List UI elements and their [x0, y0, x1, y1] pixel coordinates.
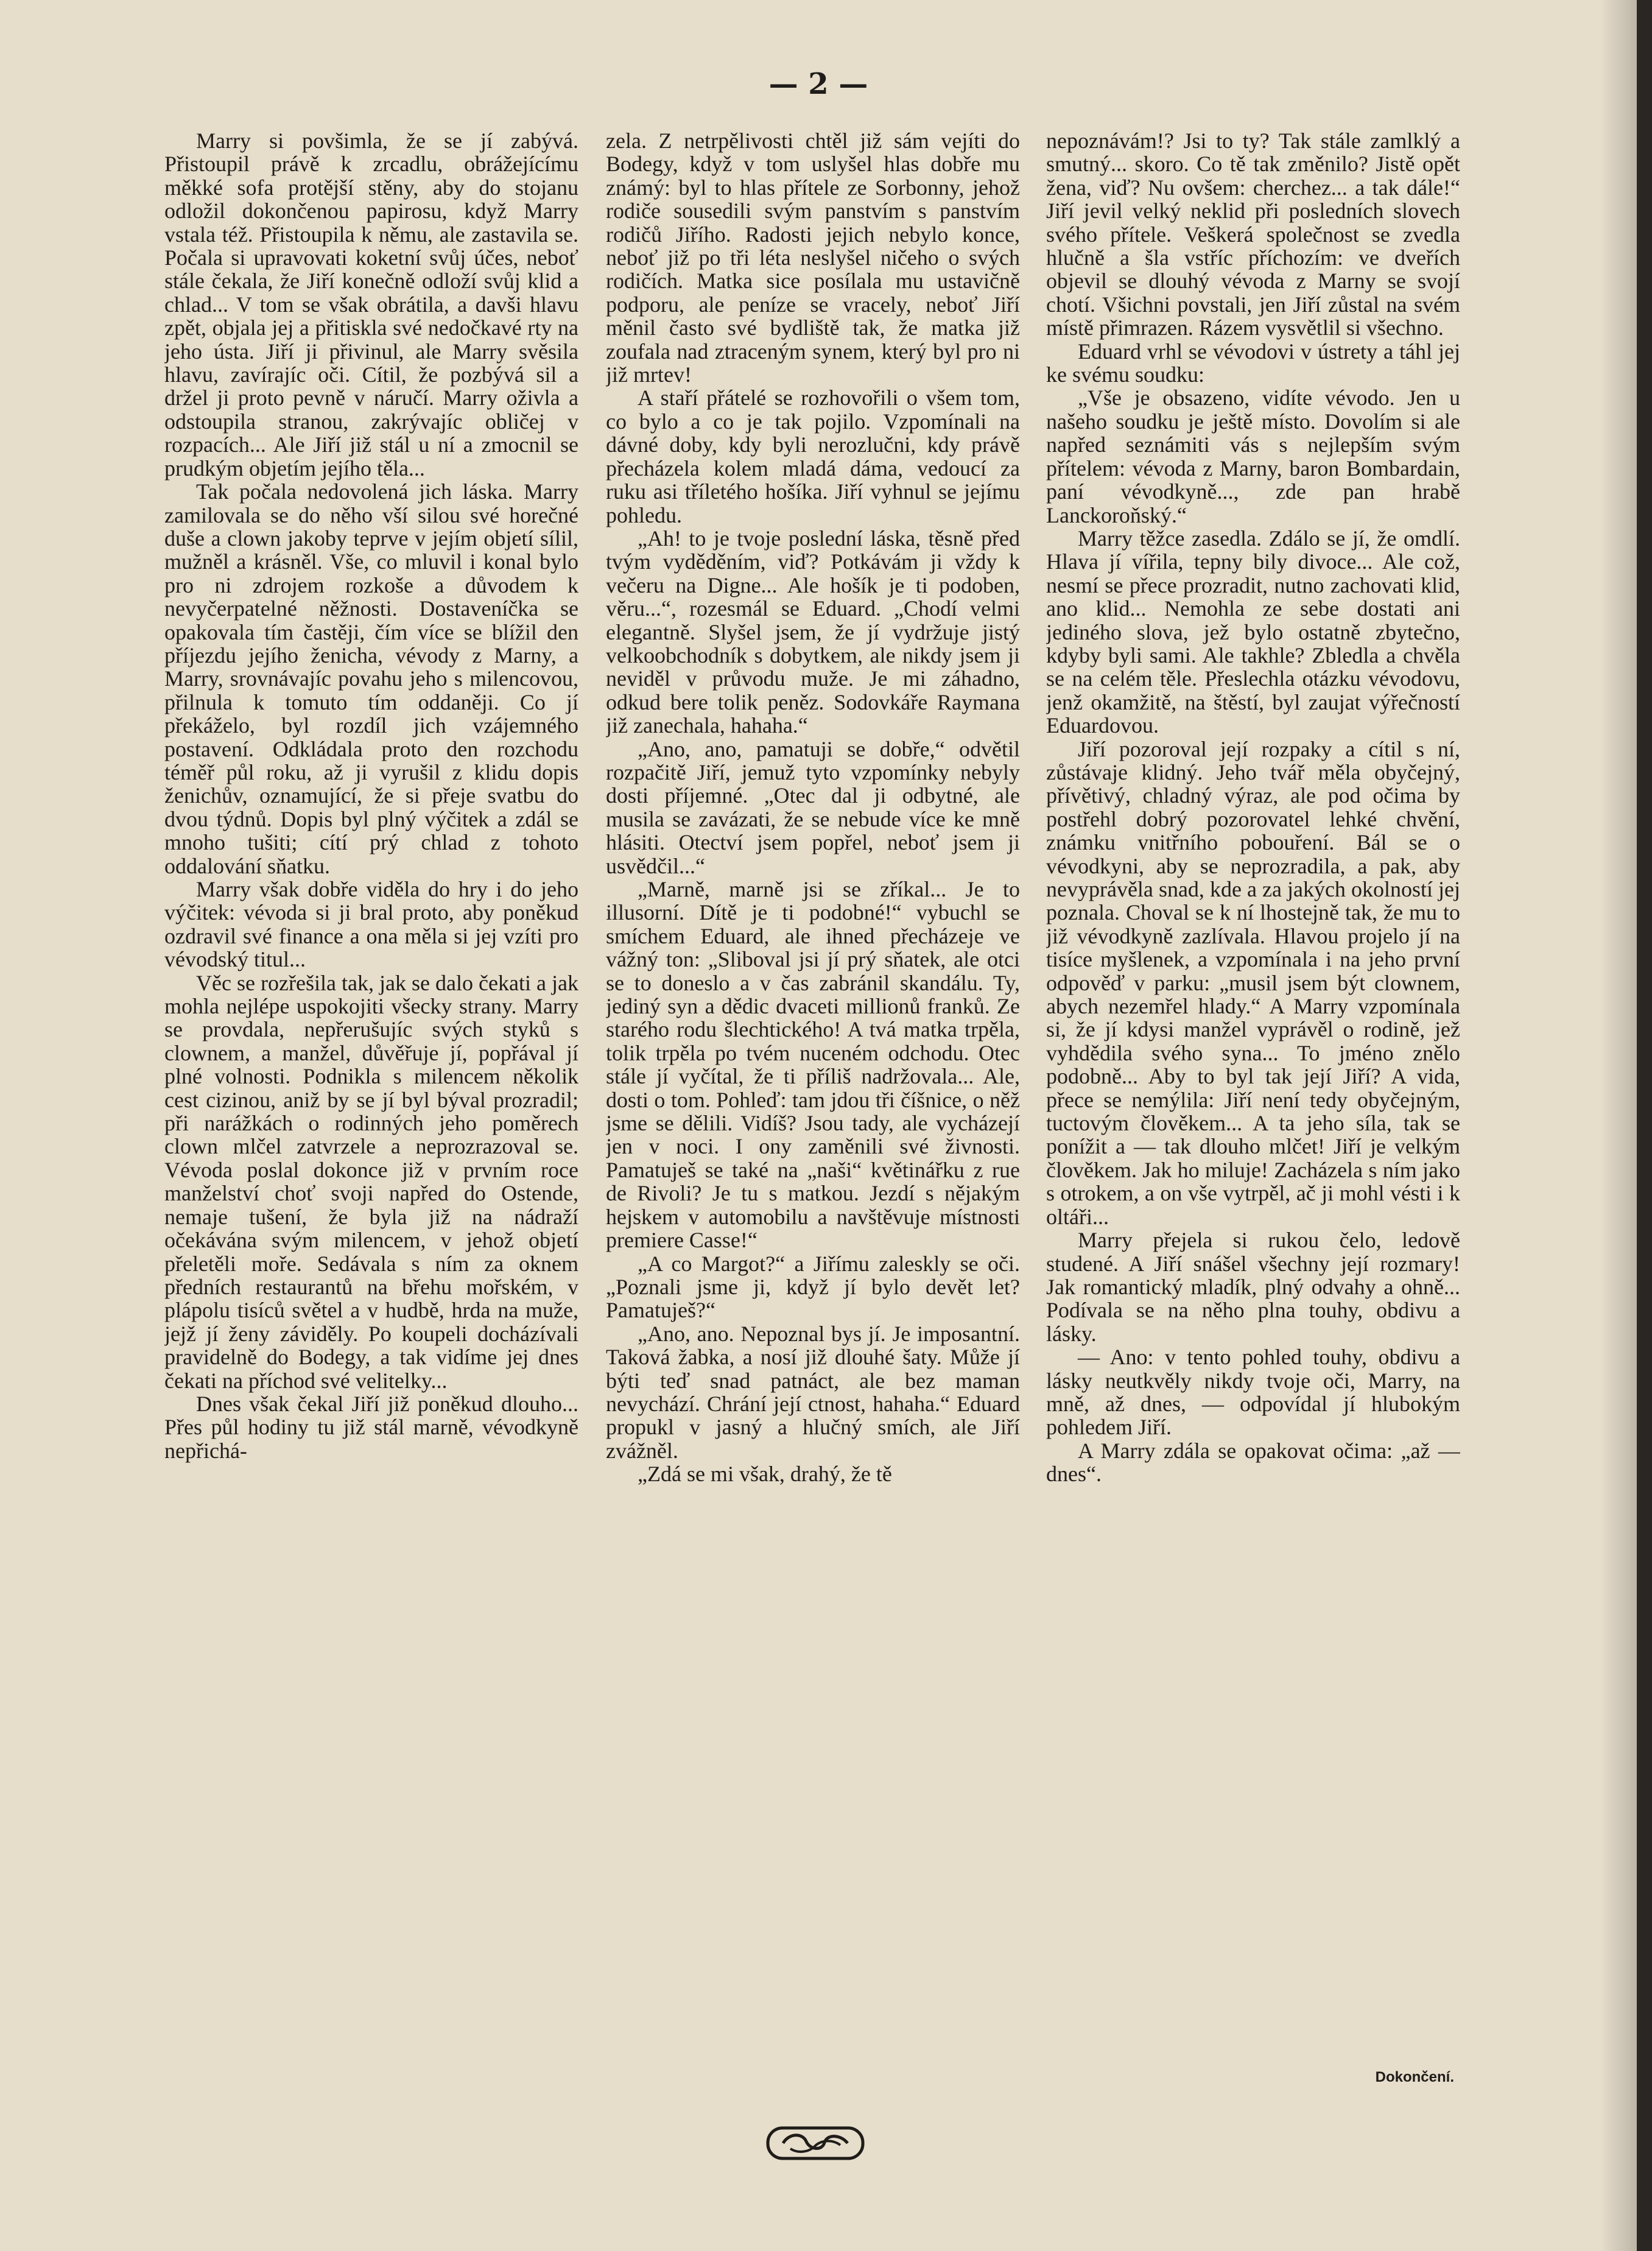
paragraph: „Zdá se mi však, drahý, že tě	[638, 1462, 892, 1487]
paragraph: Marry si povšimla, že se jí zabývá. Přistoupil právě k zrcadlu, obrážejícímu měkké sofa protější stěny, aby do stojanu odložil dokončenou papirosu, když Marry vstala též. Přistoupila k němu, ale zastavila se. Počala si upravovati koketní svůj účes, neboť stále čekala, že Jiří konečně odloží svůj klid a chlad... V tom se však obrátila, a davši hlavu zpět, objala jej a přitiskla své nedočkavé rty na jeho ústa. Jiří ji přivinul, ale Marry svěsila hlavu, zavírajíc oči. Cítil, že pozbývá sil a držel ji proto pevně v náručí. Marry oživla a odstoupila stranou, zakrývajíc obličej v rozpacích... Ale Jiří již stál u ní a zmocnil se prudkým objetím jejího těla...	[164, 129, 578, 481]
decorative-ornament-icon	[766, 2124, 865, 2162]
text-column-3	[1046, 129, 1460, 2066]
paragraph: „A co Margot?“ a Jiřímu zaleskly se oči. „Poznali jsme ji, když jí bylo devět let? Pamatuješ?“	[606, 1251, 1020, 1323]
paragraph: Marry však dobře viděla do hry i do jeho výčitek: vévoda si ji bral proto, aby poněkud ozdravil své finance a ona měla si jej vzíti pro vévodský titul...	[164, 877, 578, 972]
paragraph: Marry přejela si rukou čelo, ledově studené. A Jiří snášel všechny její rozmary! Jak romantický mladík, plný odvahy a ohně... Podívala se na něho plna touhy, obdivu a lásky.	[1046, 1228, 1460, 1346]
paragraph: zela. Z netrpělivosti chtěl již sám vejíti do Bodegy, když v tom uslyšel hlas dobře mu známý: byl to hlas přítele ze Sorbonny, jehož rodiče sousedili svým panstvím s panstvím rodičů Jiřího. Radosti jejich nebylo konce, neboť již po tři léta neslyšel ničeho o svých rodičích. Matka sice posílala mu ustavičně podporu, ale peníze se vracely, neboť Jiří měnil často své bydliště tak, že matka již zoufala nad ztraceným synem, který byl pro ni již mrtev!	[606, 129, 1020, 387]
paragraph: „Ano, ano, pamatuji se dobře,“ odvětil rozpačitě Jiří, jemuž tyto vzpomínky nebyly dosti příjemné. „Otec dal ji odbytné, ale musila se zavázati, že se nebude více ke mně hlásiti. Otectví jsem popřel, neboť jsem ji usvědčil...“	[606, 736, 1020, 878]
page-number: — 2 —	[768, 67, 868, 101]
paragraph: „Ano, ano. Nepoznal bys jí. Je imposantní. Taková žabka, a nosí již dlouhé šaty. Může jí býti teď snad patnáct, ale bez maman nevychází. Chrání její ctnost, hahaha.“ Eduard propukl v jasný a hlučný smích, ale Jiří zvážněl.	[606, 1321, 1020, 1463]
paragraph: Dnes však čekal Jiří již poněkud dlouho... Přes půl hodiny tu již stál marně, vévodkyně nepřichá-	[164, 1391, 578, 1463]
paragraph: A staří přátelé se rozhovořili o všem tom, co bylo a co je tak pojilo. Vzpomínali na dávné doby, kdy byli nerozlučni, kdy právě přecházela kolem mladá dáma, vedoucí za ruku asi tříletého hošíka. Jiří vyhnul se jejímu pohledu.	[606, 386, 1020, 527]
paragraph: Eduard vrhl se vévodovi v ústrety a táhl jej ke svému soudku:	[1046, 339, 1460, 387]
article-ending-note: Dokončení.	[1375, 2069, 1454, 2085]
text-column-2	[606, 129, 1020, 2066]
paragraph: „Marně, marně jsi se zříkal... Je to illusorní. Dítě je ti podobné!“ vybuchl se smíchem Eduard, ale ihned přecházeje ve vážný ton: „Sliboval jsi jí prý sňatek, ale otci se to doneslo a v čas zabránil skandálu. Ty, jediný syn a dědic dvaceti millionů franků. Ze starého rodu šlechtického! A tvá matka trpěla, tolik trpěla po tvém nuceném odchodu. Otec stále jí vyčítal, že ti příliš nadržovala... Ale, dosti o tom. Pohleď: tam jdou tři číšnice, o něž jsme se dělili. Vidíš? Jsou tady, ale vycházejí jen v noci. I ony zaměnili své živnosti. Pamatuješ se také na „naši“ květinářku z rue de Rivoli? Je tu s matkou. Jezdí s nějakým hejskem v automobilu a navštěvuje místnosti premiere Casse!“	[606, 877, 1020, 1253]
paragraph: Marry těžce zasedla. Zdálo se jí, že omdlí. Hlava jí vířila, tepny bily divoce... Ale což, nesmí se přece prozradit, nutno zachovati klid, ano klid... Nemohla ze sebe dostati ani jediného slova, jež bylo ostatně zbytečno, kdyby byli sami. Ale takhle? Zbledla a chvěla se na celém těle. Přeslechla otázku vévodovu, jenž okamžitě, na štěstí, byl zaujat výřečností Eduardovou.	[1046, 526, 1460, 738]
paragraph: „Vše je obsazeno, vidíte vévodo. Jen u našeho soudku je ještě místo. Dovolím si ale napřed seznámiti vás s nejlepším svým přítelem: vévoda z Marny, baron Bombardain, paní vévodkyně..., zde pan hrabě Lanckoroňský.“	[1046, 386, 1460, 527]
paragraph: „Ah! to je tvoje poslední láska, těsně před tvým vyděděním, viď? Potkávám ji vždy k večeru na Digne... Ale hošík je ti podoben, věru...“, rozesmál se Eduard. „Chodí velmi elegantně. Slyšel jsem, že jí vydržuje jistý velkoobchodník s dobytkem, ale nikdy jsem ji neviděl v průvodu muže. Je mi záhadno, odkud bere tolik peněz. Sodovkáře Raymana již zanechala, hahaha.“	[606, 526, 1020, 738]
paragraph: nepoznávám!? Jsi to ty? Tak stále zamlklý a smutný... skoro. Co tě tak změnilo? Jistě opět žena, viď? Nu ovšem: cherchez... a tak dále!“ Jiří jevil velký neklid při posledních slovech svého přítele. Veškerá společnost se zvedla hlučně a šla vstříc příchozím: ve dveřích objevil se dlouhý vévoda z Marny se svojí chotí. Všichni povstali, jen Jiří zůstal na svém místě přimrazen. Rázem vysvětlil si všechno.	[1046, 129, 1460, 340]
paragraph: Jiří pozoroval její rozpaky a cítil s ní, zůstávaje klidný. Jeho tvář měla obyčejný, přívětivý, chladný výraz, ale pod očima by postřehl dobrý pozorovatel lehké chvění, známku vnitřního pobouření. Bál se o vévodkyni, aby se neprozradila, a pak, aby nevyprávěla snad, kde a za jakých okolností jej poznala. Choval se k ní lhostejně tak, že mu to již vévodkyně zazlívala. Hlavou projelo jí na tisíce myšlenek, a vzpomínala i na jeho první odpověď v parku: „musil jsem být clownem, abych nezemřel hlady.“ A Marry vzpomínala si, že jí kdysi manžel vyprávěl o rodině, jež vyhdědila svého syna... To jméno znělo podobně... Aby to byl tak její Jiří? A vida, přece se nemýlila: Jiří není tedy obyčejným, tuctovým člověkem... A ta jeho síla, tak se ponížit a — tak dlouho mlčet! Jiří je velkým člověkem. Jak ho miluje! Zacházela s ním jako s otrokem, a on vše vytrpěl, ač ji mohl vésti i k oltáři...	[1046, 736, 1460, 1229]
paragraph: A Marry zdála se opakovat očima: „až — dnes“.	[1046, 1438, 1460, 1487]
paragraph: Tak počala nedovolená jich láska. Marry zamilovala se do něho vší silou své horečné duše a clown jakoby teprve v jejím objetí sílil, mužněl a krásněl. Vše, co mluvil i konal bylo pro ni zdrojem rozkoše a důvodem k nevyčerpatelné něžnosti. Dostaveníčka se opakovala tím častěji, čím více se blížil den příjezdu jejího ženicha, vévody z Marny, a Marry, srovnávajíc povahu jeho s milencovou, přilnula k tomuto tím oddaněji. Co jí překáželo, byl rozdíl jich vzájemného postavení. Odkládala proto den rozchodu téměř půl roku, až ji vyrušil z klidu dopis ženichův, oznamující, že si přeje svatbu do dvou týdnů. Dopis byl plný výčitek a zdál se mnoho tušiti; cítí prý chlad z tohoto oddalování sňatku.	[164, 479, 578, 878]
paragraph: Věc se rozřešila tak, jak se dalo čekati a jak mohla nejlépe uspokojiti všecky strany. Marry se provdala, nepřerušujíc svých styků s clownem, a manžel, důvěřuje jí, popřával jí plné volnosti. Podnikla s milencem několik cest cizinou, aniž by se jí byl býval prozradil; při narážkách o rodinných jeho poměrech clown mlčel zatvrzele a neprozrazoval se. Vévoda poslal dokonce již v prvním roce manželství choť svoji napřed do Ostende, nemaje tušení, že byla již na nádraží očekávána svým milencem, v jehož objetí přeletěli moře. Sedávala s ním za oknem předních restaurantů na břehu mořském, v plápolu tisíců světel a v hudbě, hrda na muže, jejž jí ženy záviděly. Po koupeli docházívali pravidelně do Bodegy, a tak vidíme jej dnes čekati na příchod své velitelky...	[164, 970, 578, 1393]
paragraph: — Ano: v tento pohled touhy, obdivu a lásky neutkvěly nikdy tvoje oči, Marry, na mně, až dnes, — odpovídal jí hlubokým pohledem Jiří.	[1046, 1345, 1460, 1440]
text-column-1	[164, 129, 578, 2066]
page-edge-shadow	[1600, 0, 1637, 2251]
